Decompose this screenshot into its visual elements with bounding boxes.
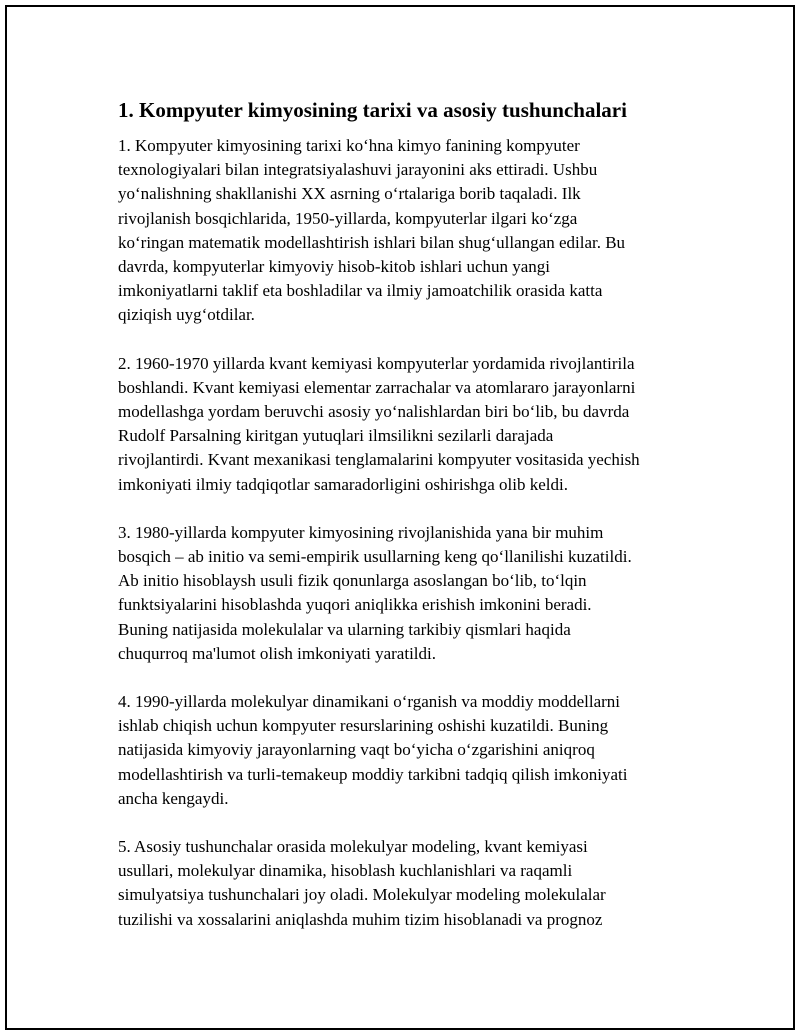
section-heading: 1. Kompyuter kimyosining tarixi va asosiy tushunchalari <box>118 98 627 122</box>
paragraph-3: 3. 1980-yillarda kompyuter kimyosining rivojlanishida yana bir muhim bosqich – ab initio va semi-empirik usullarning keng qoʻllanilishi kuzatildi. Ab initio hisoblaysh usuli fizik qonunlarga asoslangan boʻlib, toʻlqin funktsiyalarini hisoblashda yuqori aniqlikka erishish imkonini beradi. Buning natijasida molekulalar va ularning tarkibiy qismlari haqida chuqurroq ma'lumot olish imkoniyati yaratildi. <box>118 522 632 663</box>
document-content <box>118 97 693 956</box>
paragraph-2: 2. 1960-1970 yillarda kvant kemiyasi kompyuterlar yordamida rivojlantirila boshlandi. Kvant kemiyasi elementar zarrachalar va atomlararo jarayonlarni modellashga yordam beruvchi asosiy yoʻnalishlardan biri boʻlib, bu davrda Rudolf Parsalning kiritgan yutuqlari ilmsilikni sezilarli darajada rivojlantirdi. Kvant mexanikasi tenglamalarini kompyuter vositasida yechish imkoniyati ilmiy tadqiqotlar samaradorligini oshirishga olib keldi. <box>118 353 640 494</box>
paragraph-4: 4. 1990-yillarda molekulyar dinamikani oʻrganish va moddiy moddellarni ishlab chiqish uchun kompyuter resurslarining oshishi kuzatildi. Buning natijasida kimyoviy jarayonlarning vaqt boʻyicha oʻzgarishini aniqroq modellashtirish va turli-temakeup moddiy tarkibni tadqiq qilish imkoniyati ancha kengaydi. <box>118 692 628 808</box>
paragraph-5: 5. Asosiy tushunchalar orasida molekulyar modeling, kvant kemiyasi usullari, molekulyar dinamika, hisoblash kuchlanishlari va raqamli simulyatsiya tushunchalari joy oladi. Molekulyar modeling molekulalar tuzilishi va xossalarini aniqlashda muhim tizim hisoblanadi va prognoz <box>118 837 606 929</box>
document-page <box>5 5 795 1030</box>
paragraph-1: 1. Kompyuter kimyosining tarixi koʻhna kimyo fanining kompyuter texnologiyalari bilan integratsiyalashuvi jarayonini aks ettiradi. Ushbu yoʻnalishning shakllanishi XX asrning oʻrtalariga borib taqaladi. Ilk rivojlanish bosqichlarida, 1950-yillarda, kompyuterlar ilgari koʻzga koʻringan matematik modellashtirish ishlari bilan shugʻullangan edilar. Bu davrda, kompyuterlar kimyoviy hisob-kitob ishlari uchun yangi imkoniyatlarni taklif eta boshladilar va ilmiy jamoatchilik orasida katta qiziqish uygʻotdilar. <box>118 136 626 325</box>
